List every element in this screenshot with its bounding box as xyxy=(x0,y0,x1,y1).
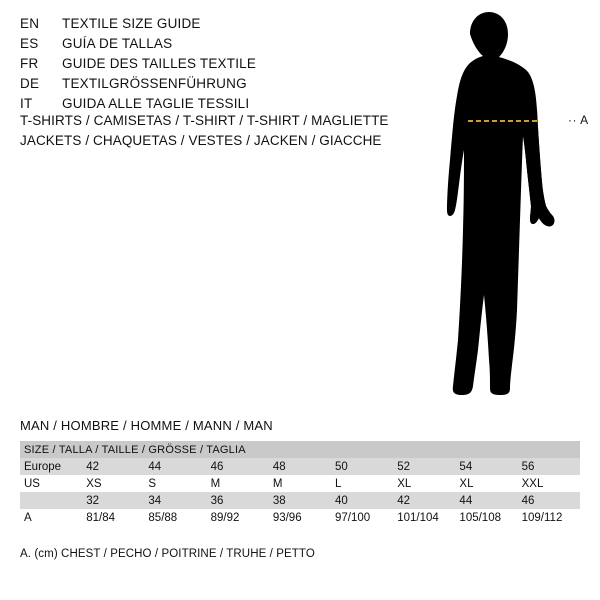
male-silhouette-icon xyxy=(400,10,600,400)
row-label: A xyxy=(20,509,82,526)
measure-marker-label: ·· A xyxy=(568,113,589,127)
row-label xyxy=(20,492,82,509)
cell: 52 xyxy=(393,458,455,475)
row-label: Europe xyxy=(20,458,82,475)
cell: L xyxy=(331,475,393,492)
language-title: TEXTILE SIZE GUIDE xyxy=(62,16,201,31)
language-title: GUIDE DES TAILLES TEXTILE xyxy=(62,56,257,71)
language-list xyxy=(20,14,420,114)
language-row xyxy=(20,74,420,94)
cell: 34 xyxy=(144,492,206,509)
cell: 48 xyxy=(269,458,331,475)
cell: M xyxy=(269,475,331,492)
cell: 42 xyxy=(393,492,455,509)
cell: 38 xyxy=(269,492,331,509)
size-table xyxy=(20,441,580,526)
table-section-title: MAN / HOMBRE / HOMME / MANN / MAN xyxy=(20,418,273,433)
table-row xyxy=(20,509,580,526)
language-title: TEXTILGRÖSSENFÜHRUNG xyxy=(62,76,247,91)
table-row xyxy=(20,475,580,492)
cell: 46 xyxy=(207,458,269,475)
category-tshirts: T-SHIRTS / CAMISETAS / T-SHIRT / T-SHIRT / MAGLIETTE xyxy=(20,113,389,128)
cell: 89/92 xyxy=(207,509,269,526)
cell: 46 xyxy=(518,492,580,509)
table-footnote: A. (cm) CHEST / PECHO / POITRINE / TRUHE / PETTO xyxy=(20,548,315,560)
language-title: GUIDA ALLE TAGLIE TESSILI xyxy=(62,96,250,111)
language-code: FR xyxy=(20,56,39,71)
cell: 42 xyxy=(82,458,144,475)
language-code: ES xyxy=(20,36,39,51)
language-code: IT xyxy=(20,96,33,111)
cell: 93/96 xyxy=(269,509,331,526)
cell: 32 xyxy=(82,492,144,509)
language-row xyxy=(20,54,420,74)
cell: XL xyxy=(455,475,517,492)
cell: M xyxy=(207,475,269,492)
cell: 85/88 xyxy=(144,509,206,526)
garment-category-list xyxy=(20,111,389,151)
size-table-wrapper xyxy=(20,441,580,526)
cell: S xyxy=(144,475,206,492)
cell: XL xyxy=(393,475,455,492)
cell: XXL xyxy=(518,475,580,492)
table-row xyxy=(20,458,580,475)
cell: 56 xyxy=(518,458,580,475)
cell: 40 xyxy=(331,492,393,509)
language-code: EN xyxy=(20,16,40,31)
category-jackets: JACKETS / CHAQUETAS / VESTES / JACKEN / GIACCHE xyxy=(20,133,382,148)
language-row xyxy=(20,34,420,54)
language-row xyxy=(20,14,420,34)
language-code: DE xyxy=(20,76,40,91)
table-row xyxy=(20,492,580,509)
table-header-row xyxy=(20,441,580,458)
cell: 105/108 xyxy=(455,509,517,526)
cell: XS xyxy=(82,475,144,492)
cell: 81/84 xyxy=(82,509,144,526)
cell: 97/100 xyxy=(331,509,393,526)
cell: 109/112 xyxy=(518,509,580,526)
body-silhouette-figure xyxy=(400,10,600,400)
cell: 44 xyxy=(144,458,206,475)
cell: 101/104 xyxy=(393,509,455,526)
cell: 44 xyxy=(455,492,517,509)
language-title: GUÍA DE TALLAS xyxy=(62,36,173,51)
cell: 36 xyxy=(207,492,269,509)
table-header-label: SIZE / TALLA / TAILLE / GRÖSSE / TAGLIA xyxy=(20,441,580,458)
cell: 50 xyxy=(331,458,393,475)
cell: 54 xyxy=(455,458,517,475)
row-label: US xyxy=(20,475,82,492)
